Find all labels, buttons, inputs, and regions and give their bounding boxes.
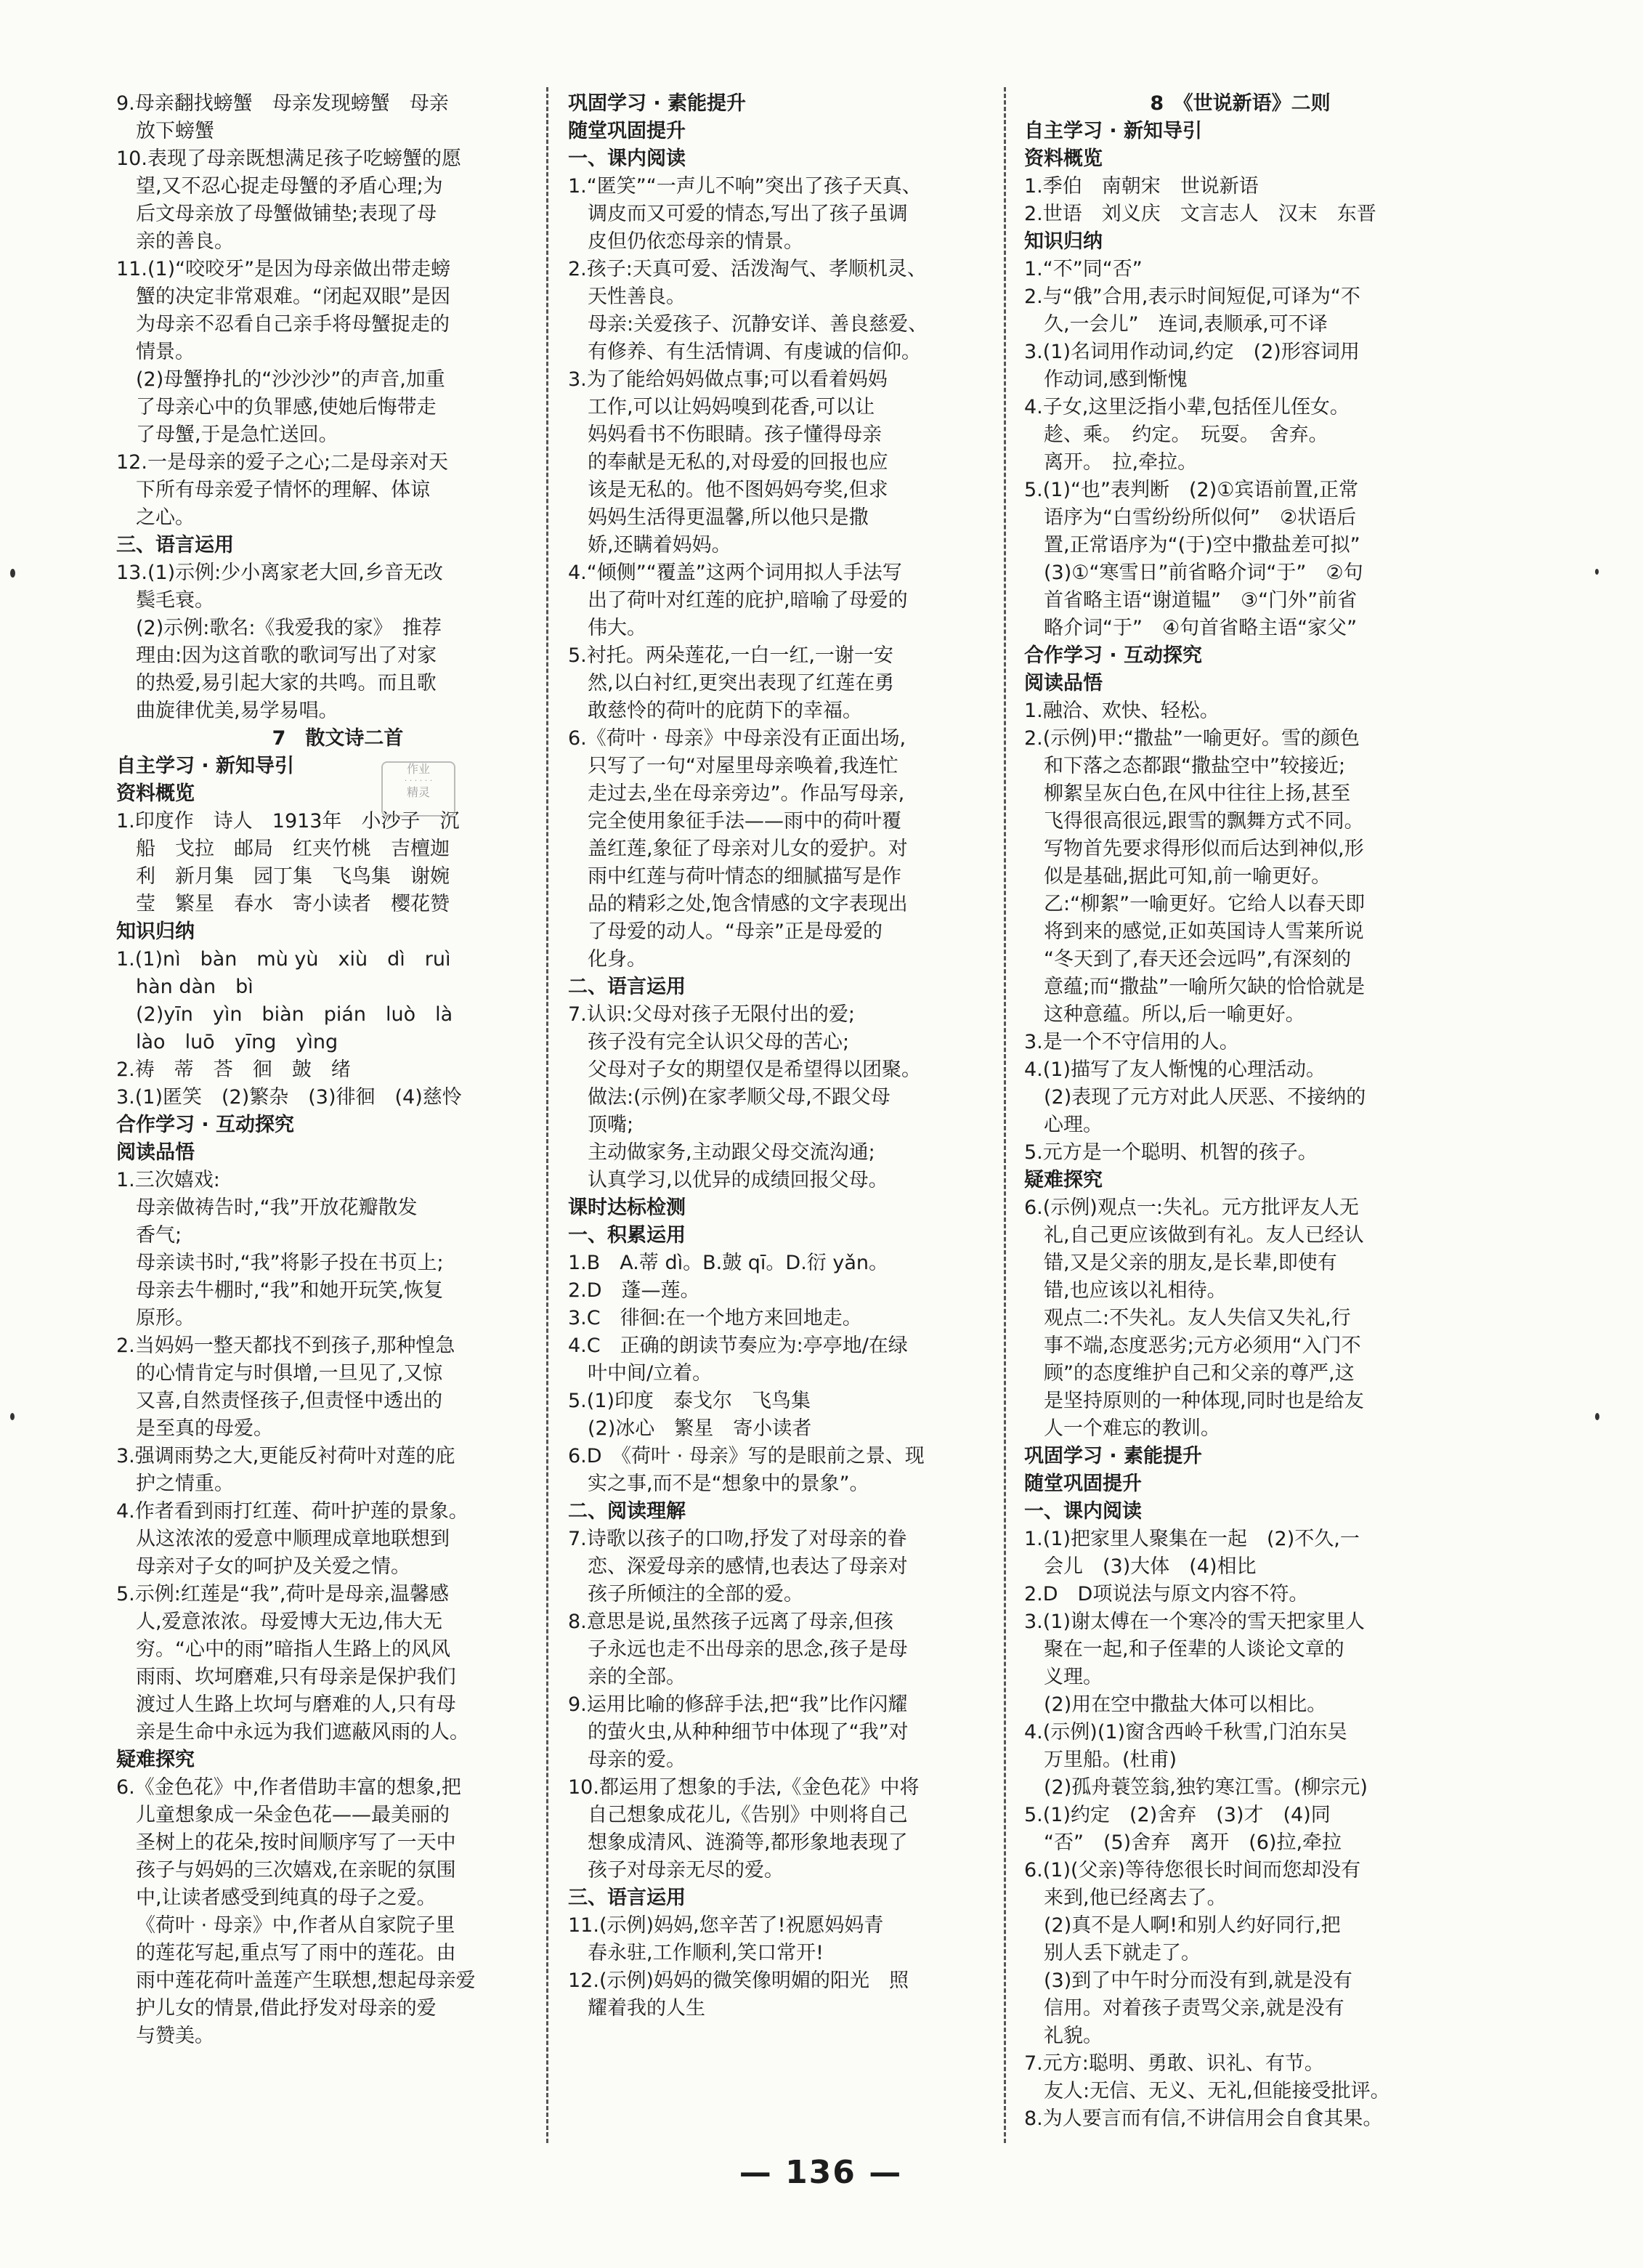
text-line: 别人丢下就走了。 bbox=[1044, 1942, 1201, 1964]
text-line: (2)yīn yìn biàn pián luò là bbox=[136, 1003, 453, 1026]
text-line: 会儿 (3)大体 (4)相比 bbox=[1044, 1555, 1257, 1578]
text-line: 下所有母亲爱子情怀的理解、体谅 bbox=[136, 479, 430, 501]
text-line: 3.为了能给妈妈做点事;可以看着妈妈 bbox=[568, 368, 888, 391]
text-line: 春永驻,工作顺利,笑口常开! bbox=[588, 1942, 824, 1964]
section-heading: 三、语言运用 bbox=[568, 1887, 686, 1909]
text-line: 认真学习,以优异的成绩回报父母。 bbox=[588, 1169, 888, 1191]
text-line: 飞得很高很远,跟雪的飘舞方式不同。 bbox=[1044, 810, 1364, 833]
watermark-stamp: 作业 · · · · · · 精灵 bbox=[381, 761, 455, 817]
text-line: 错,又是父亲的朋友,是长辈,即使有 bbox=[1044, 1252, 1337, 1274]
text-line: 皮但仍依恋母亲的情景。 bbox=[588, 230, 803, 253]
text-line: 孩子对母亲无尽的爱。 bbox=[588, 1859, 784, 1882]
text-line: 母亲读书时,“我”将影子投在书页上; bbox=[136, 1252, 444, 1274]
text-line: 之心。 bbox=[136, 506, 195, 529]
text-line: 天性善良。 bbox=[588, 285, 686, 308]
text-line: 1.“匿笑”“一声儿不响”突出了孩子天真、 bbox=[568, 175, 922, 198]
text-line: 敢慈怜的荷叶的庇荫下的幸福。 bbox=[588, 700, 862, 722]
section-heading: 知识归纳 bbox=[1024, 230, 1103, 253]
text-line: 1.季伯 南朝宋 世说新语 bbox=[1024, 175, 1259, 198]
text-line: 9.运用比喻的修辞手法,把“我”比作闪耀 bbox=[568, 1693, 908, 1716]
text-line: 中,让读者感受到纯真的母子之爱。 bbox=[136, 1887, 437, 1909]
text-line: 写物首先要求得形似而后达到神似,形 bbox=[1044, 838, 1364, 860]
column-divider bbox=[546, 87, 548, 2143]
text-line: 1.三次嬉戏: bbox=[116, 1169, 220, 1191]
text-line: 亲的善良。 bbox=[136, 230, 234, 253]
text-line: 是至真的母爱。 bbox=[136, 1417, 273, 1440]
text-line: 利 新月集 园丁集 飞鸟集 谢婉 bbox=[136, 865, 450, 888]
text-line: 顾”的态度维护自己和父亲的尊严,这 bbox=[1044, 1362, 1355, 1385]
section-heading: 疑难探究 bbox=[116, 1749, 195, 1771]
text-line: 护之情重。 bbox=[136, 1473, 234, 1495]
text-line: 4.(1)描写了友人惭愧的心理活动。 bbox=[1024, 1058, 1326, 1081]
text-line: 鬓毛衰。 bbox=[136, 589, 214, 612]
section-heading: 资料概览 bbox=[1024, 147, 1103, 170]
text-line: 3.是一个不守信用的人。 bbox=[1024, 1031, 1239, 1053]
text-line: 乙:“柳絮”一喻更好。它给人以春天即 bbox=[1044, 893, 1366, 915]
text-line: 香气; bbox=[136, 1224, 182, 1247]
text-line: 父母对子女的期望仅是希望得以团聚。 bbox=[588, 1058, 921, 1081]
text-line: 久,一会儿” 连词,表顺承,可不译 bbox=[1044, 313, 1328, 336]
text-line: 孩子与妈妈的三次嬉戏,在亲昵的氛围 bbox=[136, 1859, 456, 1882]
column-divider bbox=[1004, 87, 1006, 2143]
text-line: 船 戈拉 邮局 红夹竹桃 吉檀迦 bbox=[136, 838, 450, 860]
text-line: 该是无私的。他不图妈妈夸奖,但求 bbox=[588, 479, 888, 501]
text-line: 了母爱的动人。“母亲”正是母爱的 bbox=[588, 920, 883, 943]
text-line: 耀着我的人生 bbox=[588, 1997, 705, 2020]
answer-column-middle bbox=[568, 90, 1011, 2022]
text-line: 5.示例:红莲是“我”,荷叶是母亲,温馨感 bbox=[116, 1583, 449, 1605]
text-line: 似是基础,据此可知,前一喻更好。 bbox=[1044, 865, 1331, 888]
text-line: 有修养、有生活情调、有虔诚的信仰。 bbox=[588, 341, 921, 363]
text-line: 主动做家务,主动跟父母交流沟通; bbox=[588, 1141, 875, 1164]
text-line: 母亲去牛棚时,“我”和她开玩笑,恢复 bbox=[136, 1279, 444, 1302]
text-line: 与赞美。 bbox=[136, 2025, 214, 2047]
section-heading: 7 散文诗二首 bbox=[272, 727, 404, 750]
text-line: 儿童想象成一朵金色花——最美丽的 bbox=[136, 1804, 450, 1826]
section-heading: 课时达标检测 bbox=[568, 1196, 686, 1219]
section-heading: 巩固学习 · 素能提升 bbox=[1024, 1445, 1203, 1467]
text-line: 恋、深爱母亲的感情,也表达了母亲对 bbox=[588, 1555, 908, 1578]
text-line: 8.为人要言而有信,不讲信用会自食其果。 bbox=[1024, 2107, 1383, 2130]
text-line: 放下螃蟹 bbox=[136, 120, 214, 142]
text-line: 自己想象成花儿,《告别》中则将自己 bbox=[588, 1804, 908, 1826]
section-heading: 一、课内阅读 bbox=[568, 147, 686, 170]
section-heading: 自主学习 · 新知导引 bbox=[116, 755, 295, 777]
text-line: 望,又不忍心捉走母蟹的矛盾心理;为 bbox=[136, 175, 443, 198]
text-line: 只写了一句“对屋里母亲唤着,我连忙 bbox=[588, 755, 898, 777]
text-line: 礼,自己更应该做到有礼。友人已经认 bbox=[1044, 1224, 1364, 1247]
text-line: 来到,他已经离去了。 bbox=[1044, 1887, 1227, 1909]
text-line: 妈妈生活得更温馨,所以他只是撒 bbox=[588, 506, 869, 529]
text-line: 12.一是母亲的爱子之心;二是母亲对天 bbox=[116, 451, 449, 474]
text-line: 为母亲不忍看自己亲手将母蟹捉走的 bbox=[136, 313, 450, 336]
text-line: 理由:因为这首歌的歌词写出了对家 bbox=[136, 644, 437, 667]
text-line: 意蕴;而“撒盐”一喻所欠缺的恰恰就是 bbox=[1044, 976, 1366, 998]
text-line: 又喜,自然责怪孩子,但责怪中透出的 bbox=[136, 1390, 443, 1412]
text-line: 6.(1)(父亲)等待您很长时间而您却没有 bbox=[1024, 1859, 1361, 1882]
text-line: 伟大。 bbox=[588, 617, 646, 639]
text-line: (2)表现了元方对此人厌恶、不接纳的 bbox=[1044, 1086, 1366, 1109]
text-line: 化身。 bbox=[588, 948, 646, 971]
text-line: 6.D 《荷叶 · 母亲》写的是眼前之景、现 bbox=[568, 1445, 925, 1467]
section-heading: 二、阅读理解 bbox=[568, 1500, 686, 1523]
text-line: 2.D D项说法与原文内容不符。 bbox=[1024, 1583, 1309, 1605]
text-line: 母亲的爱。 bbox=[588, 1749, 686, 1771]
text-line: 蟹的决定非常艰难。“闭起双眼”是因 bbox=[136, 285, 450, 308]
text-line: 礼貌。 bbox=[1044, 2025, 1103, 2047]
text-line: 心理。 bbox=[1044, 1114, 1103, 1136]
text-line: 5.(1)“也”表判断 (2)①宾语前置,正常 bbox=[1024, 479, 1359, 501]
section-heading: 资料概览 bbox=[116, 782, 195, 805]
text-line: 信用。对着孩子责骂父亲,就是没有 bbox=[1044, 1997, 1344, 2020]
section-heading: 疑难探究 bbox=[1024, 1169, 1103, 1191]
text-line: 1.融洽、欢快、轻松。 bbox=[1024, 700, 1220, 722]
text-line: 护儿女的情景,借此抒发对母亲的爱 bbox=[136, 1997, 437, 2020]
section-heading: 自主学习 · 新知导引 bbox=[1024, 120, 1203, 142]
text-line: 事不端,态度恶劣;元方必须用“入门不 bbox=[1044, 1335, 1361, 1357]
text-line: 走过去,坐在母亲旁边”。作品写母亲, bbox=[588, 782, 905, 805]
text-line: 娇,还瞒着妈妈。 bbox=[588, 534, 731, 556]
text-line: 13.(1)示例:少小离家老大回,乡音无改 bbox=[116, 562, 443, 584]
section-heading: 巩固学习 · 素能提升 bbox=[568, 92, 747, 115]
text-line: 品的精彩之处,饱含情感的文字表现出 bbox=[588, 893, 908, 915]
text-line: 人一个难忘的教训。 bbox=[1044, 1417, 1220, 1440]
text-line: 叶中间/立着。 bbox=[588, 1362, 713, 1385]
text-line: hàn dàn bì bbox=[136, 976, 253, 998]
text-line: (3)①“寒雪日”前省略介词“于” ②句 bbox=[1044, 562, 1363, 584]
text-line: 2.当妈妈一整天都找不到孩子,那种惶急 bbox=[116, 1335, 455, 1357]
text-line: 2.世语 刘义庆 文言志人 汉末 东晋 bbox=[1024, 203, 1376, 225]
text-line: 作动词,感到惭愧 bbox=[1044, 368, 1188, 391]
section-heading: 三、语言运用 bbox=[116, 534, 234, 556]
text-line: 渡过人生路上坎坷与磨难的人,只有母 bbox=[136, 1693, 456, 1716]
section-heading: 知识归纳 bbox=[116, 920, 195, 943]
section-heading: 合作学习 · 互动探究 bbox=[1024, 644, 1203, 667]
text-line: 2.祷 蒂 荅 徊 皷 绪 bbox=[116, 1058, 351, 1081]
text-line: 从这浓浓的爱意中顺理成章地联想到 bbox=[136, 1528, 450, 1550]
text-line: 的心情肯定与时俱增,一旦见了,又惊 bbox=[136, 1362, 443, 1385]
text-line: 妈妈看书不伤眼睛。孩子懂得母亲 bbox=[588, 424, 882, 446]
text-line: 2.孩子:天真可爱、活泼淘气、孝顺机灵、 bbox=[568, 258, 927, 280]
text-line: 1.(1)把家里人聚集在一起 (2)不久,一 bbox=[1024, 1528, 1360, 1550]
text-line: 亲的全部。 bbox=[588, 1666, 686, 1688]
text-line: (2)冰心 繁星 寄小读者 bbox=[588, 1417, 812, 1440]
section-heading: 一、课内阅读 bbox=[1024, 1500, 1142, 1523]
text-line: 3.强调雨势之大,更能反衬荷叶对莲的庇 bbox=[116, 1445, 455, 1467]
text-line: 置,正常语序为“(于)空中撒盐差可拟” bbox=[1044, 534, 1360, 556]
text-line: 1.B A.蒂 dì。B.皷 qī。D.衍 yǎn。 bbox=[568, 1252, 889, 1274]
text-line: 6.《荷叶 · 母亲》中母亲没有正面出场, bbox=[568, 727, 906, 750]
text-line: 3.(1)匿笑 (2)繁杂 (3)徘徊 (4)慈怜 bbox=[116, 1086, 462, 1109]
text-line: (3)到了中午时分而没有到,就是没有 bbox=[1044, 1969, 1352, 1992]
text-line: 做法:(示例)在家孝顺父母,不跟父母 bbox=[588, 1086, 891, 1109]
text-line: 2.D 蓬—莲。 bbox=[568, 1279, 700, 1302]
text-line: 7.元方:聪明、勇敢、识礼、有节。 bbox=[1024, 2052, 1324, 2075]
text-line: 4.“倾侧”“覆盖”这两个词用拟人手法写 bbox=[568, 562, 902, 584]
text-line: 然,以白衬红,更突出表现了红莲在勇 bbox=[588, 672, 895, 694]
text-line: 错,也应该以礼相待。 bbox=[1044, 1279, 1227, 1302]
text-line: “冬天到了,春天还会远吗”,有深刻的 bbox=[1044, 948, 1352, 971]
text-line: 亲是生命中永远为我们遮蔽风雨的人。 bbox=[136, 1721, 469, 1743]
text-line: 11.(1)“咬咬牙”是因为母亲做出带走螃 bbox=[116, 258, 451, 280]
section-heading: 随堂巩固提升 bbox=[568, 120, 686, 142]
text-line: 7.诗歌以孩子的口吻,抒发了对母亲的眷 bbox=[568, 1528, 907, 1550]
text-line: 孩子没有完全认识父母的苦心; bbox=[588, 1031, 850, 1053]
text-line: 5.衬托。两朵莲花,一白一红,一谢一安 bbox=[568, 644, 893, 667]
text-line: 6.《金色花》中,作者借助丰富的想象,把 bbox=[116, 1776, 461, 1799]
text-line: 这种意蕴。所以,后一喻更好。 bbox=[1044, 1003, 1305, 1026]
text-line: 6.(示例)观点一:失礼。元方批评友人无 bbox=[1024, 1196, 1359, 1219]
section-heading: 阅读品悟 bbox=[1024, 672, 1103, 694]
text-line: 情景。 bbox=[136, 341, 195, 363]
stamp-text: 精灵 bbox=[406, 785, 430, 799]
text-line: 聚在一起,和子侄辈的人谈论文章的 bbox=[1044, 1638, 1344, 1661]
text-line: 穷。“心中的雨”暗指人生路上的风风 bbox=[136, 1638, 450, 1661]
text-line: 语序为“白雪纷纷所似何” ②状语后 bbox=[1044, 506, 1357, 529]
text-line: 出了荷叶对红莲的庇护,暗喻了母爱的 bbox=[588, 589, 908, 612]
section-heading: 二、语言运用 bbox=[568, 976, 686, 998]
text-line: 母亲做祷告时,“我”开放花瓣散发 bbox=[136, 1196, 418, 1219]
text-line: 离开。 拉,牵拉。 bbox=[1044, 451, 1198, 474]
section-heading: 合作学习 · 互动探究 bbox=[116, 1114, 295, 1136]
text-line: 想象成清风、涟漪等,都形象地表现了 bbox=[588, 1831, 908, 1854]
text-line: 工作,可以让妈妈嗅到花香,可以让 bbox=[588, 396, 875, 418]
text-line: 母亲对子女的呵护及关爱之情。 bbox=[136, 1555, 410, 1578]
text-line: 曲旋律优美,易学易唱。 bbox=[136, 700, 338, 722]
text-line: 1.(1)nì bàn mù yù xiù dì ruì bbox=[116, 948, 451, 971]
text-line: 的热爱,易引起大家的共鸣。而且歌 bbox=[136, 672, 437, 694]
text-line: 圣树上的花朵,按时间顺序写了一天中 bbox=[136, 1831, 456, 1854]
text-line: 雨中红莲与荷叶情态的细腻描写是作 bbox=[588, 865, 901, 888]
text-line: 4.子女,这里泛指小辈,包括侄儿侄女。 bbox=[1024, 396, 1350, 418]
text-line: 雨中莲花荷叶盖莲产生联想,想起母亲爱 bbox=[136, 1969, 476, 1992]
text-line: 2.(示例)甲:“撒盐”一喻更好。雪的颜色 bbox=[1024, 727, 1360, 750]
text-line: 观点二:不失礼。友人失信又失礼,行 bbox=[1044, 1307, 1351, 1329]
section-heading: 随堂巩固提升 bbox=[1024, 1473, 1142, 1495]
text-line: (2)孤舟蓑笠翁,独钓寒江雪。(柳宗元) bbox=[1044, 1776, 1368, 1799]
text-line: 柳絮呈灰白色,在风中往往上扬,甚至 bbox=[1044, 782, 1351, 805]
text-line: 完全使用象征手法——雨中的荷叶覆 bbox=[588, 810, 901, 833]
text-line: 莹 繁星 春水 寄小读者 樱花赞 bbox=[136, 893, 450, 915]
text-line: 《荷叶 · 母亲》中,作者从自家院子里 bbox=[136, 1914, 455, 1937]
text-line: 的莲花写起,重点写了雨中的莲花。由 bbox=[136, 1942, 456, 1964]
text-line: “否” (5)舍弃 离开 (6)拉,牵拉 bbox=[1044, 1831, 1342, 1854]
text-line: 的奉献是无私的,对母爱的回报也应 bbox=[588, 451, 888, 474]
text-line: 首省略主语“谢道韫” ③“门外”前省 bbox=[1044, 589, 1358, 612]
text-line: 4.作者看到雨打红莲、荷叶护莲的景象。 bbox=[116, 1500, 468, 1523]
text-line: 义理。 bbox=[1044, 1666, 1103, 1688]
text-line: 5.(1)约定 (2)舍弃 (3)才 (4)同 bbox=[1024, 1804, 1331, 1826]
text-line: (2)用在空中撒盐大体可以相比。 bbox=[1044, 1693, 1327, 1716]
text-line: 9.母亲翻找螃蟹 母亲发现螃蟹 母亲 bbox=[116, 92, 449, 115]
text-line: 了母蟹,于是急忙送回。 bbox=[136, 424, 338, 446]
answer-column-left bbox=[116, 90, 559, 2050]
text-line: (2)真不是人啊!和别人约好同行,把 bbox=[1044, 1914, 1341, 1937]
text-line: 4.C 正确的朗读节奏应为:亭亭地/在绿 bbox=[568, 1335, 908, 1357]
text-line: 12.(示例)妈妈的微笑像明媚的阳光 照 bbox=[568, 1969, 909, 1992]
text-line: 8.意思是说,虽然孩子远离了母亲,但孩 bbox=[568, 1611, 893, 1633]
text-line: 了母亲心中的负罪感,使她后悔带走 bbox=[136, 396, 437, 418]
text-line: 实之事,而不是“想象中的景象”。 bbox=[588, 1473, 869, 1495]
text-line: 孩子所倾注的全部的爱。 bbox=[588, 1583, 803, 1605]
text-line: 3.(1)名词用作动词,约定 (2)形容词用 bbox=[1024, 341, 1360, 363]
text-line: 1.印度作 诗人 1913年 小沙子 沉 bbox=[116, 810, 460, 833]
text-line: 是坚持原则的一种体现,同时也是给友 bbox=[1044, 1390, 1364, 1412]
text-line: 顶嘴; bbox=[588, 1114, 634, 1136]
text-line: 5.(1)印度 泰戈尔 飞鸟集 bbox=[568, 1390, 811, 1412]
text-line: 7.认识:父母对孩子无限付出的爱; bbox=[568, 1003, 855, 1026]
text-line: 2.与“俄”合用,表示时间短促,可译为“不 bbox=[1024, 285, 1360, 308]
text-line: 10.都运用了想象的手法,《金色花》中将 bbox=[568, 1776, 920, 1799]
page-number: — 136 — bbox=[739, 2154, 903, 2191]
text-line: 趁、乘。 约定。 玩耍。 舍弃。 bbox=[1044, 424, 1328, 446]
text-line: 盖红莲,象征了母亲对儿女的爱护。对 bbox=[588, 838, 908, 860]
text-line: 将到来的感觉,正如英国诗人雪莱所说 bbox=[1044, 920, 1364, 943]
text-line: 子永远也走不出母亲的思念,孩子是母 bbox=[588, 1638, 908, 1661]
section-heading: 阅读品悟 bbox=[116, 1141, 195, 1164]
text-line: 万里船。(杜甫) bbox=[1044, 1749, 1177, 1771]
text-line: (2)母蟹挣扎的“沙沙沙”的声音,加重 bbox=[136, 368, 445, 391]
text-line: 5.元方是一个聪明、机智的孩子。 bbox=[1024, 1141, 1318, 1164]
text-line: 3.(1)谢太傅在一个寒冷的雪天把家里人 bbox=[1024, 1611, 1366, 1633]
text-line: 3.C 徘徊:在一个地方来回地走。 bbox=[568, 1307, 862, 1329]
text-line: 调皮而又可爱的情态,写出了孩子虽调 bbox=[588, 203, 908, 225]
text-line: 11.(示例)妈妈,您辛苦了!祝愿妈妈青 bbox=[568, 1914, 884, 1937]
text-line: 4.(示例)(1)窗含西岭千秋雪,门泊东吴 bbox=[1024, 1721, 1347, 1743]
text-line: 1.“不”同“否” bbox=[1024, 258, 1143, 280]
text-line: lào luō yīng yìng bbox=[136, 1031, 338, 1053]
text-line: 友人:无信、无义、无礼,但能接受批评。 bbox=[1044, 2080, 1390, 2102]
text-line: 人,爱意浓浓。母爱博大无边,伟大无 bbox=[136, 1611, 443, 1633]
text-line: 母亲:关爱孩子、沉静安详、善良慈爱、 bbox=[588, 313, 928, 336]
text-line: 的萤火虫,从种种细节中体现了“我”对 bbox=[588, 1721, 909, 1743]
section-heading: 8 《世说新语》二则 bbox=[1150, 92, 1331, 115]
text-line: 略介词“于” ④句首省略主语“家父” bbox=[1044, 617, 1358, 639]
text-line: 雨雨、坎坷磨难,只有母亲是保护我们 bbox=[136, 1666, 456, 1688]
text-line: 后文母亲放了母蟹做铺垫;表现了母 bbox=[136, 203, 437, 225]
text-line: (2)示例:歌名:《我爱我的家》 推荐 bbox=[136, 617, 442, 639]
section-heading: 一、积累运用 bbox=[568, 1224, 686, 1247]
text-line: 10.表现了母亲既想满足孩子吃螃蟹的愿 bbox=[116, 147, 461, 170]
text-line: 和下落之态都跟“撒盐空中”较接近; bbox=[1044, 755, 1346, 777]
text-line: 原形。 bbox=[136, 1307, 195, 1329]
answer-column-right bbox=[1024, 90, 1456, 2133]
stamp-text: 作业 bbox=[406, 762, 430, 776]
